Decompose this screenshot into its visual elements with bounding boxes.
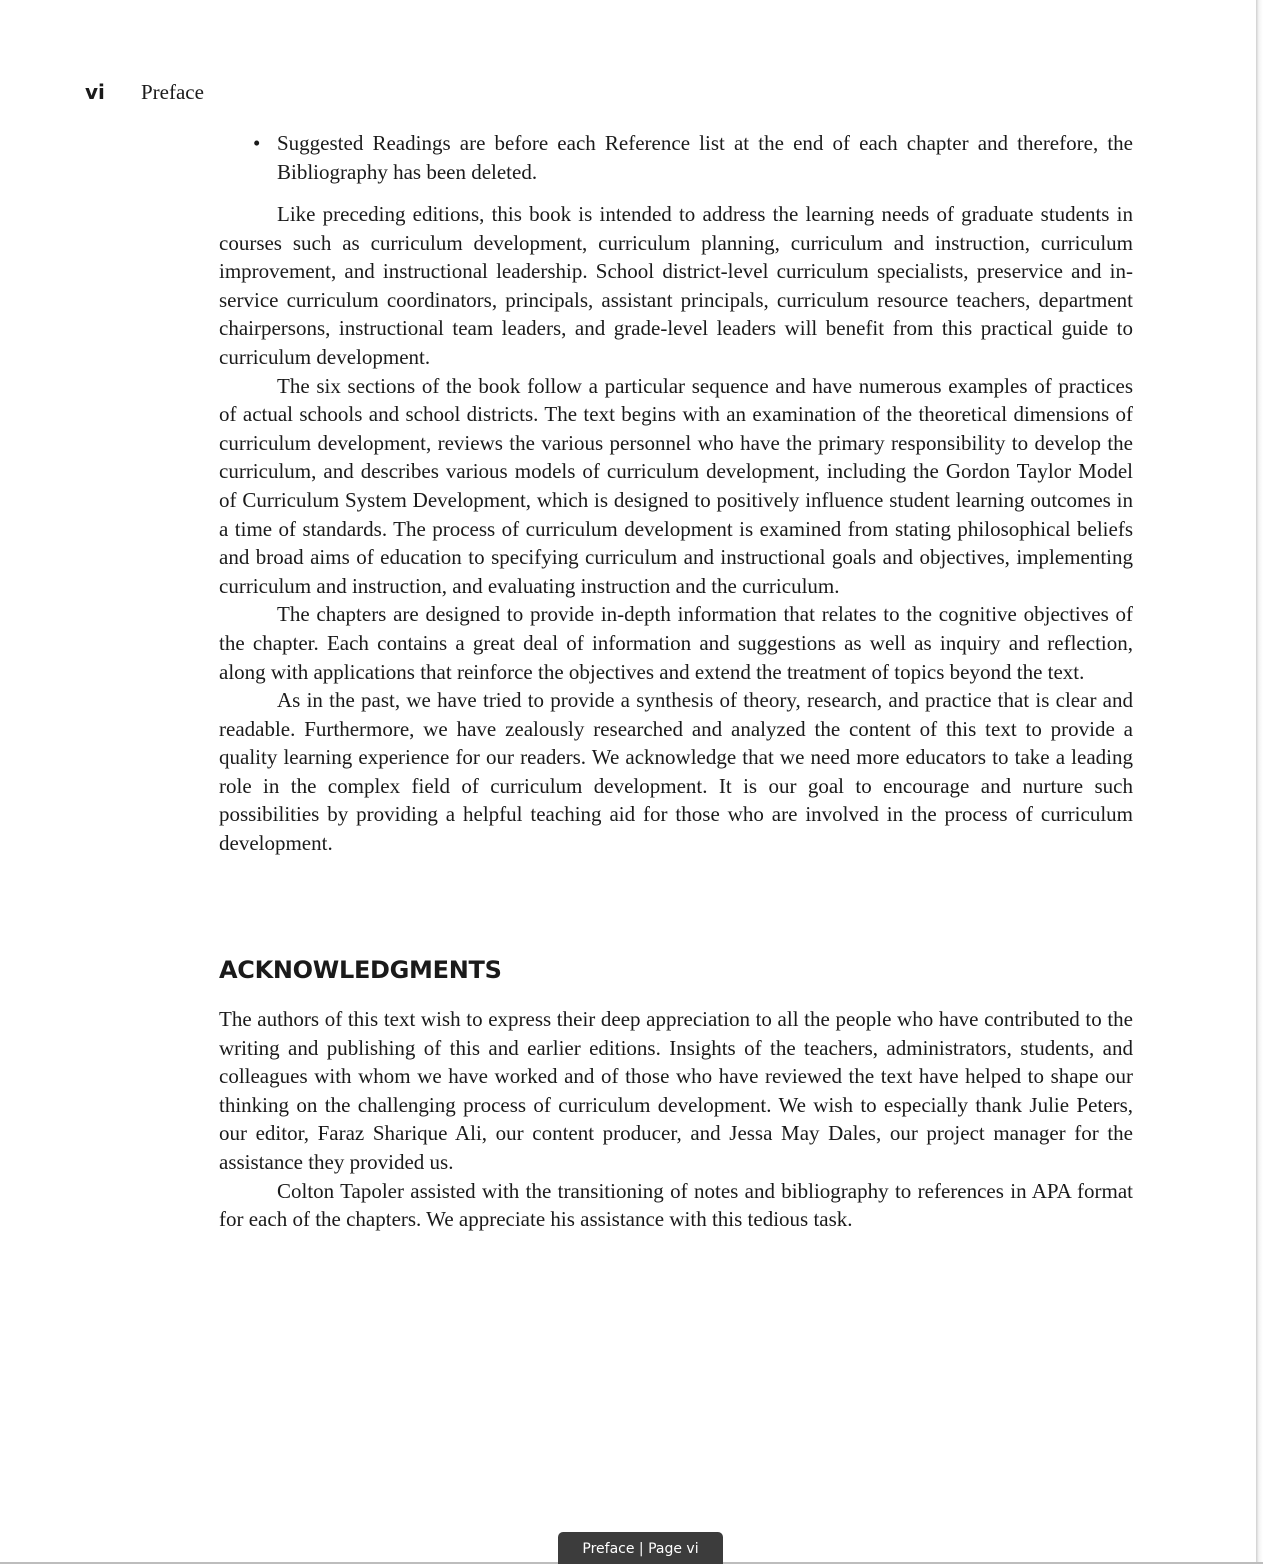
bullet-item	[253, 129, 1133, 186]
acknowledgments-body	[219, 1005, 1133, 1234]
preface-paragraph: As in the past, we have tried to provide a synthesis of theory, research, and practice that is clear and readable. Furthermore, we have zealously researched and analyzed the content of this text to provide a quality learning experience for our readers. We acknowledge that we need more educators to take a leading role in the complex field of curriculum development. It is our goal to encourage and nurture such possibilities by providing a helpful teaching aid for those who are involved in the process of curriculum development.	[219, 688, 1133, 856]
running-head	[85, 80, 204, 110]
bullet-icon: •	[253, 131, 261, 155]
section-heading-acknowledgments: ACKNOWLEDGMENTS	[219, 956, 502, 984]
running-head-title: Preface	[141, 80, 204, 104]
page-edge-shadow	[1256, 0, 1263, 1564]
preface-body	[219, 200, 1133, 858]
preface-paragraph: The chapters are designed to provide in-depth information that relates to the cognitive objectives of the chapter. Each contains a great deal of information and suggestions as well as inquiry and reflection, along with applications that reinforce the objectives and extend the treatment of topics beyond the text.	[219, 602, 1133, 684]
page-indicator[interactable]: Preface | Page vi	[558, 1532, 723, 1564]
preface-paragraph: The six sections of the book follow a particular sequence and have numerous examples of practices of actual schools and school districts. The text begins with an examination of the theoretical dimensions of curriculum development, reviews the various personnel who have the primary responsibility to develop the curriculum, and describes various models of curriculum development, including the Gordon Taylor Model of Curriculum System Development, which is designed to positively influence student learning outcomes in a time of standards. The process of curriculum development is examined from stating philosophical beliefs and broad aims of education to specifying curriculum and instructional goals and objectives, implementing curriculum and instruction, and evaluating instruction and the curriculum.	[219, 373, 1133, 598]
acknowledgments-paragraph: Colton Tapoler assisted with the transitioning of notes and bibliography to references in APA format for each of the chapters. We appreciate his assistance with this tedious task.	[219, 1178, 1133, 1232]
acknowledgments-paragraph: The authors of this text wish to express their deep appreciation to all the people who have contributed to the writing and publishing of this and earlier editions. Insights of the teachers, administrators, students, and colleagues with whom we have worked and of those who have reviewed the text have helped to shape our thinking on the challenging process of curriculum development. We wish to especially thank Julie Peters, our editor, Faraz Sharique Ali, our content producer, and Jessa May Dales, our project manager for the assistance they provided us.	[219, 1007, 1133, 1174]
preface-paragraph: Like preceding editions, this book is intended to address the learning needs of graduate students in courses such as curriculum development, curriculum planning, curriculum and instruction, curriculum improvement, and instructional leadership. School district-level curriculum specialists, preservice and in-service curriculum coordinators, principals, assistant principals, curriculum resource teachers, department chairpersons, instructional team leaders, and grade-level leaders will benefit from this practical guide to curriculum development.	[219, 202, 1133, 369]
bullet-list	[253, 129, 1133, 186]
page-folio: vi	[85, 80, 105, 104]
bullet-text: Suggested Readings are before each Reference list at the end of each chapter and therefore, the Bibliography has been deleted.	[277, 131, 1133, 184]
